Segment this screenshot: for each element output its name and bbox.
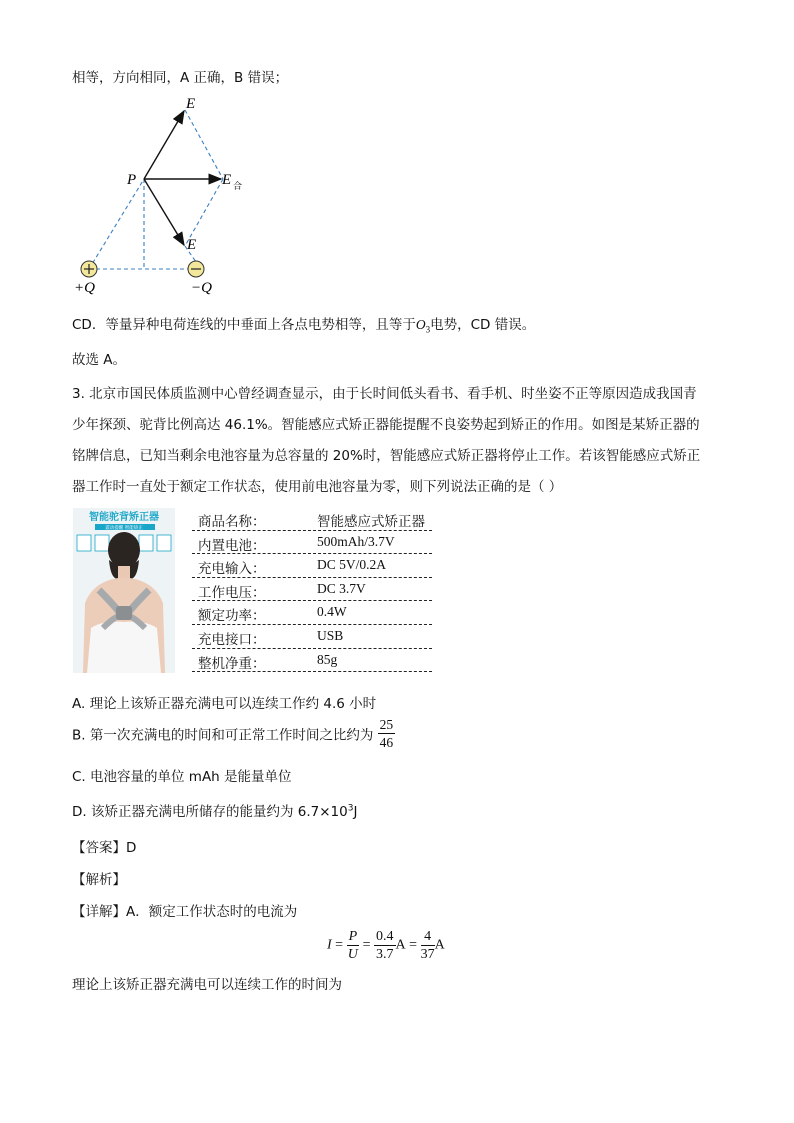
fraction-denominator: 46: [379, 735, 394, 750]
label-minus-Q: −Q: [191, 280, 212, 296]
question-line-2: 少年探颈、驼背比例高达 46.1%。智能感应式矫正器能提醒不良姿势起到矫正的作用。如图是某矫正器的: [72, 417, 700, 433]
option-b-text: B. 第一次充满电的时间和可正常工作时间之比约为: [72, 727, 374, 744]
formula-d2: 37: [420, 947, 435, 962]
label-E-top: E: [186, 96, 196, 112]
negative-charge-icon: [188, 261, 204, 277]
cd-text-before: CD．等量异种电荷连线的中垂面上各点电势相等，且等于: [72, 317, 416, 333]
photo-subtitle: 震动提醒 智能矫正: [105, 526, 143, 531]
option-d-text: D. 该矫正器充满电所储存的能量约为 6.7×10: [72, 804, 348, 820]
formula-U: U: [347, 947, 358, 962]
option-d-unit: J: [353, 804, 358, 820]
spec-name: 充电接口：: [198, 631, 266, 647]
cd-sub: 3: [425, 324, 431, 335]
label-E-sum-sub: 合: [233, 182, 243, 192]
formula-frac-1: [374, 928, 396, 963]
field-arrow-negative: [144, 179, 184, 245]
positive-charge-icon: [81, 261, 97, 277]
formula-d1: 3.7: [376, 947, 394, 962]
spec-row: [192, 531, 432, 555]
question-line-4: 器工作时一直处于额定工作状态，使用前电池容量为零，则下列说法正确的是（ ）: [72, 479, 563, 495]
answer-label: 【答案】: [72, 840, 126, 856]
label-E-sum: E: [222, 172, 232, 188]
detail-text: A．额定工作状态时的电流为: [126, 904, 298, 920]
spec-row: [192, 649, 432, 673]
spec-row: [192, 507, 432, 531]
label-plus-Q: +Q: [74, 280, 95, 296]
formula-P: P: [348, 929, 358, 944]
formula-frac-PU: [347, 928, 360, 963]
option-a: A. 理论上该矫正器充满电可以连续工作约 4.6 小时: [72, 696, 377, 712]
electric-field-diagram: [70, 92, 260, 302]
spec-value: DC 3.7V: [317, 580, 366, 596]
spec-value: 500mAh/3.7V: [317, 533, 395, 549]
spec-name: 充电输入：: [198, 561, 266, 577]
option-b-fraction: [378, 716, 396, 751]
spec-name: 工作电压：: [198, 584, 266, 600]
question-line-1: 3. 北京市国民体质监测中心曾经调查显示，由于长时间低头看书、看手机、时坐姿不正等原因造成我国青: [72, 386, 697, 402]
spec-value: 85g: [317, 651, 338, 667]
choose-text: 故选 A。: [72, 352, 127, 368]
formula-unit1: A: [395, 937, 406, 953]
option-d-exponent: 3: [347, 803, 354, 814]
option-b: [72, 716, 395, 751]
product-photo: [73, 508, 175, 673]
current-formula: I = $\frac{P}{U}$ = $\frac{0.4}{3.7}$ A = $\frac{4}{37}$ A: [327, 929, 445, 962]
question-line-3: 铭牌信息，已知当剩余电池容量为总容量的 20%时，智能感应式矫正器将停止工作。若该智能感应式矫正: [72, 448, 701, 464]
product-spec-table: [192, 507, 432, 672]
formula-n2: 4: [421, 928, 435, 946]
cd-var: O: [415, 317, 426, 332]
continued-text: 相等，方向相同，A 正确，B 错误；: [72, 70, 289, 86]
analysis-label: 【解析】: [72, 872, 126, 888]
spec-row: [192, 601, 432, 625]
spec-name: 整机净重：: [198, 655, 266, 671]
spec-row: [192, 625, 432, 649]
photo-title: 智能驼背矫正器: [89, 512, 159, 523]
formula-unit2: A: [434, 937, 445, 953]
spec-name: 商品名称：: [198, 514, 266, 529]
option-c: C. 电池容量的单位 mAh 是能量单位: [72, 769, 292, 785]
formula-I: I: [327, 937, 332, 953]
cd-explanation: [72, 313, 535, 335]
detail-line: [72, 900, 297, 920]
spec-name: 额定功率：: [198, 608, 266, 624]
cd-text-after: 电势，CD 错误。: [430, 317, 536, 333]
spec-value: 0.4W: [317, 604, 347, 620]
last-text: 理论上该矫正器充满电可以连续工作的时间为: [72, 977, 342, 993]
formula-frac-2: [421, 928, 435, 963]
spec-value: USB: [317, 627, 344, 643]
spec-value: 智能感应式矫正器: [317, 514, 425, 529]
label-E-bottom: E: [187, 237, 197, 253]
label-P: P: [127, 172, 137, 188]
field-arrow-positive: [144, 111, 184, 179]
detail-label: 【详解】: [72, 904, 126, 920]
spec-name: 内置电池：: [198, 537, 266, 553]
answer-line: [72, 836, 136, 856]
spec-row: [192, 578, 432, 602]
formula-n1: 0.4: [376, 929, 394, 944]
spec-value: DC 5V/0.2A: [317, 557, 387, 573]
spec-row: [192, 554, 432, 578]
option-d: [72, 800, 357, 820]
dashed-construction-lines: [89, 110, 223, 269]
fraction-numerator: 25: [379, 717, 394, 732]
answer-value: D: [126, 840, 137, 856]
